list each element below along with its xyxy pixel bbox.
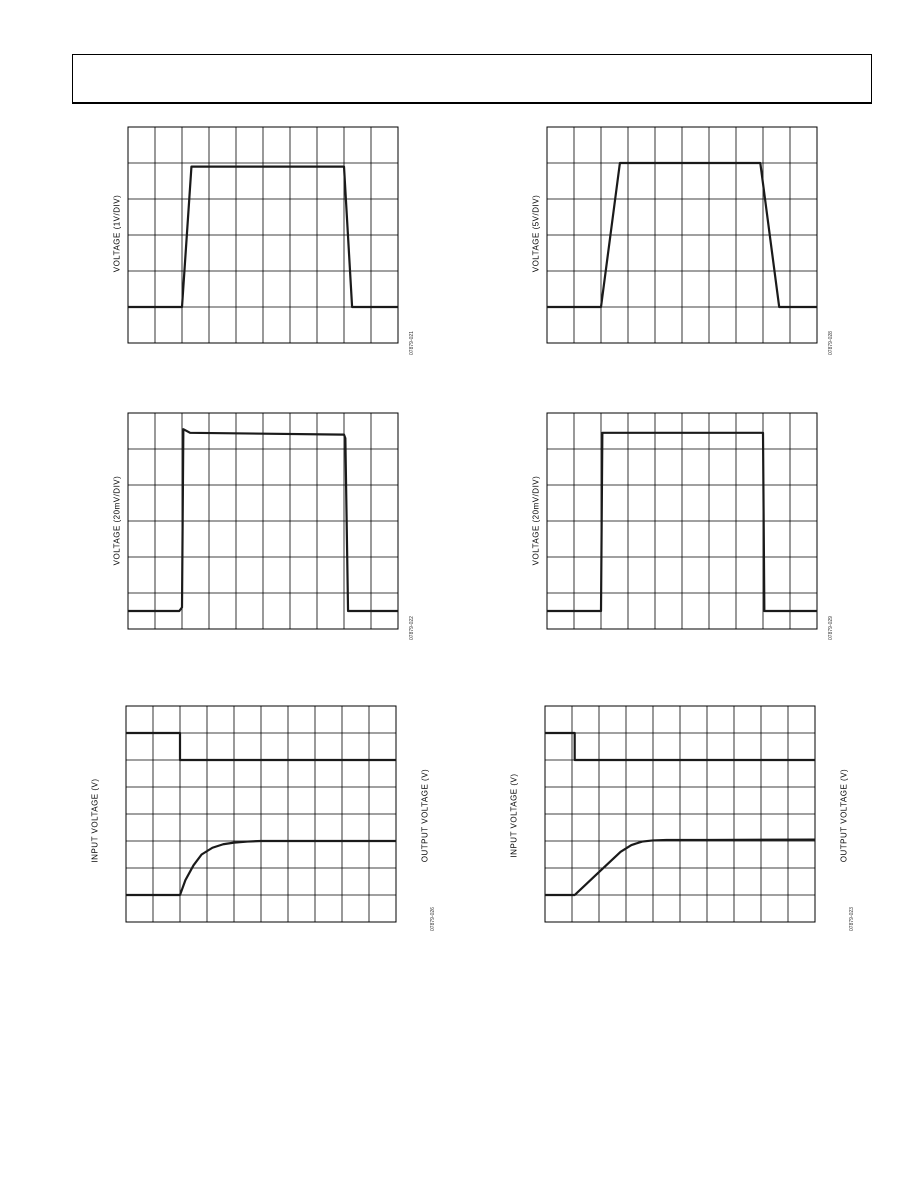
y-axis-label: VOLTAGE (1V/DIV) <box>112 194 122 273</box>
chart-panel-input-output-a <box>126 706 396 922</box>
y-axis-label: VOLTAGE (20mV/DIV) <box>112 475 122 566</box>
y-axis-label-left: INPUT VOLTAGE (V) <box>509 773 519 858</box>
chart-voltage-1v-div <box>128 127 398 343</box>
chart-voltage-20mv-div-b <box>547 413 817 629</box>
y-axis-label: VOLTAGE (20mV/DIV) <box>531 475 541 566</box>
y-axis-label: VOLTAGE (5V/DIV) <box>531 194 541 273</box>
y-axis-label-right: OUTPUT VOLTAGE (V) <box>420 768 430 863</box>
page-header-frame <box>72 54 872 104</box>
chart-voltage-20mv-div-a <box>128 413 398 629</box>
figure-id: 07879-026 <box>430 907 436 931</box>
figure-id: 07879-021 <box>409 331 415 355</box>
figure-id: 07879-029 <box>828 616 834 640</box>
y-axis-label-right: OUTPUT VOLTAGE (V) <box>839 768 849 863</box>
chart-input-output-a <box>126 706 396 922</box>
chart-panel-voltage-5v-div <box>547 127 817 343</box>
figure-id: 07879-022 <box>409 616 415 640</box>
chart-panel-voltage-20mv-div-a <box>128 413 398 629</box>
chart-panel-input-output-b <box>545 706 815 922</box>
chart-voltage-5v-div <box>547 127 817 343</box>
chart-input-output-b <box>545 706 815 922</box>
chart-panel-voltage-20mv-div-b <box>547 413 817 629</box>
y-axis-label-left: INPUT VOLTAGE (V) <box>90 778 100 863</box>
figure-id: 07879-023 <box>849 907 855 931</box>
chart-panel-voltage-1v-div <box>128 127 398 343</box>
figure-id: 07879-028 <box>828 331 834 355</box>
